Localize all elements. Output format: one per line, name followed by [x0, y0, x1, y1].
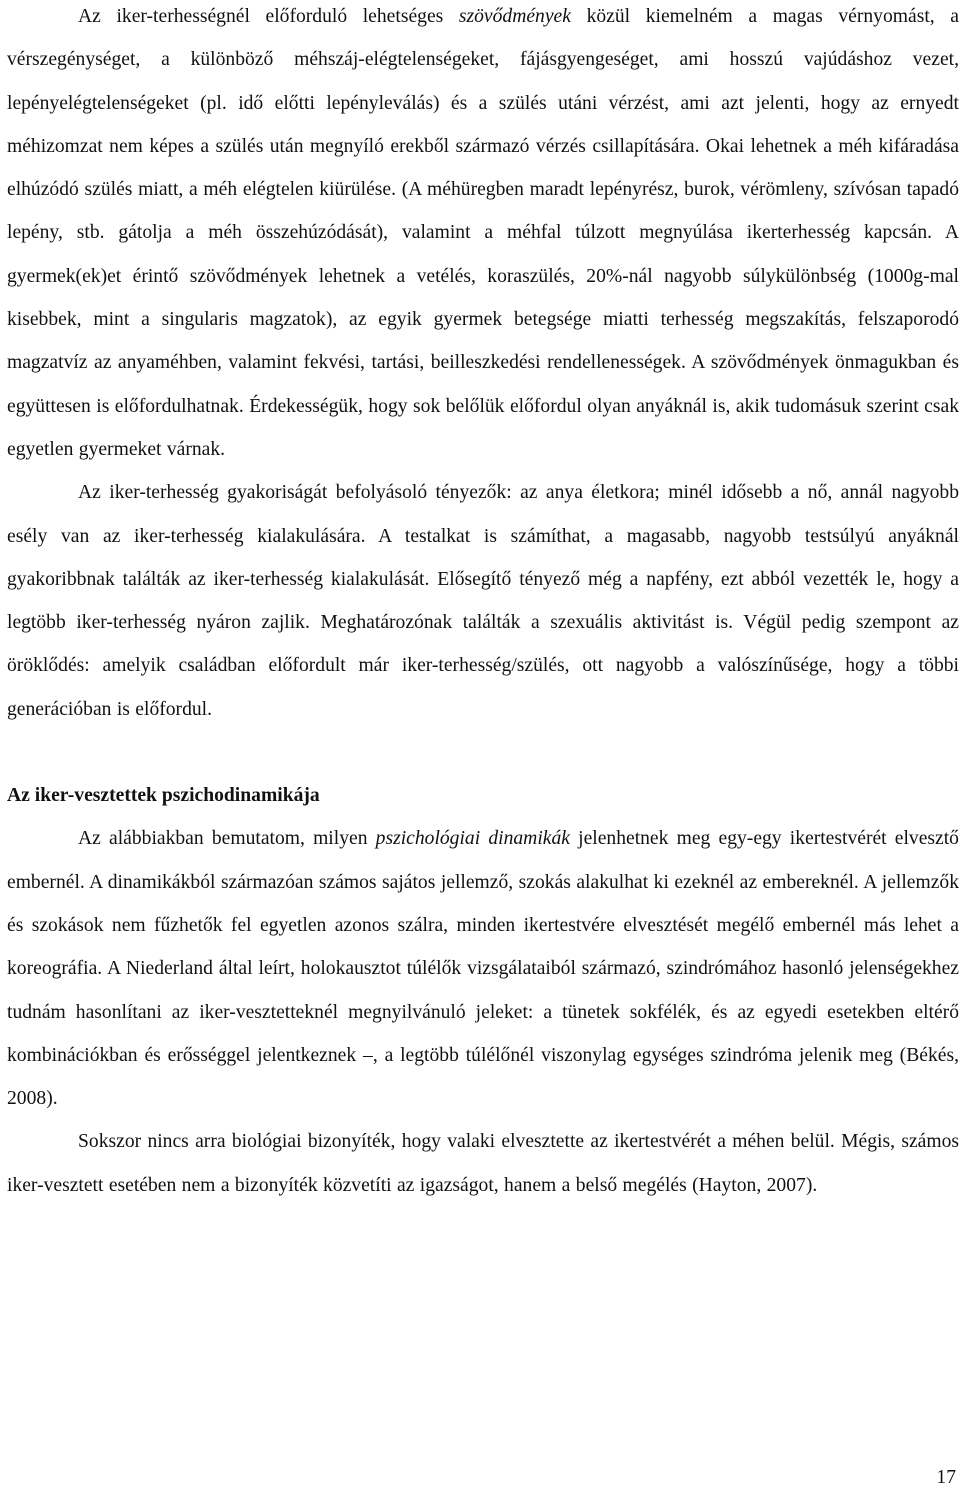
text-run: jelenhetnek meg egy-egy ikertestvérét elvesztő embernél. A dinamikákból származóan számos sajátos jellemző, szokás alakulhat ki ezeknél az embereknél. A jellemzők és szokások nem fűzhetők fel egyetlen azonos szálra, minden ikertestvére elvesztését megélő embernél más lehet a koreográfia. A Niederland által leírt, holokausztot túlélők vizsgálataiból származó, szindrómához hasonló jelenségekhez tudnám hasonlítani az iker-vesztetteknél megnyilvánuló jeleket: a tünetek sokfélék, és az egyedi esetekben eltérő kombinációkban és erősséggel jelentkeznek –, a legtöbb túlélőnél viszonylag egységes szindróma jelenik meg (Békés, 2008). — [7, 828, 959, 1110]
text-run: Az alábbiakban bemutatom, milyen — [78, 828, 376, 850]
text-run: Az iker-terhességnél előforduló lehetséges — [78, 6, 459, 27]
emphasis-complications: szövődmények — [458, 6, 571, 27]
paragraph-biological-evidence: Sokszor nincs arra biológiai bizonyíték, hogy valaki elvesztette az ikertestvérét a méhen belül. Mégis, számos iker-vesztett esetében nem a bizonyíték közvetíti az igazságot, hanem a belső megélés (Hayton, 2007). — [7, 1131, 959, 1196]
paragraph-psychological-dynamics — [7, 817, 959, 1120]
emphasis-psychological-dynamics: pszichológiai dinamikák — [375, 828, 570, 850]
document-page — [7, 0, 959, 1207]
page-number: 17 — [936, 1467, 956, 1488]
paragraph-frequency-factors: Az iker-terhesség gyakoriságát befolyásoló tényezők: az anya életkora; minél idősebb a nő, annál nagyobb esély van az iker-terhesség kialakulására. A testalkat is számíthat, a magasabb, nagyobb testsúlyú anyáknál gyakoribbnak találták az iker-terhesség kialakulását. Elősegítő tényező még a napfény, ezt abból vezették le, hogy a legtöbb iker-terhesség nyáron zajlik. Meghatározónak találták a szexuális aktivitást is. Végül pedig szempont az öröklődés: amelyik családban előfordult már iker-terhesség/szülés, ott nagyobb a valószínűsége, hogy a többi generációban is előfordul. — [7, 482, 959, 720]
section-heading: Az iker-vesztettek pszichodinamikája — [7, 785, 320, 807]
section-psychodynamics — [7, 774, 959, 1207]
text-run: közül kiemelném a magas vérnyomást, a vérszegénységet, a különböző méhszáj-elégtelenségeket, fájásgyengeséget, ami hosszú vajúdáshoz vezet, lepényelégtelenségeket (pl. idő előtti lepényleválás) és a szülés utáni vérzést, ami azt jelenti, hogy az ernyedt méhizomzat nem képes a szülés után megnyíló erekből származó vérzés csillapítására. Okai lehetnek a méh kifáradása elhúzódó szülés miatt, a méh elégtelen kiürülése. (A méhüregben maradt lepényrész, burok, vérömleny, szívósan tapadó lepény, stb. gátolja a méh összehúzódását), valamint a méhfal túlzott megnyúlása ikerterhesség kapcsán. A gyermek(ek)et érintő szövődmények lehetnek a vetélés, koraszülés, 20%-nál nagyobb súlykülönbség (1000g-mal kisebbek, mint a singularis magzatok), az egyik gyermek betegsége miatti terhesség megszakítás, felszaporodó magzatvíz az anyaméhben, valamint fekvési, tartási, beilleszkedési rendellenességek. A szövődmények önmagukban és együttesen is előfordulhatnak. Érdekességük, hogy sok belőlük előfordul olyan anyáknál is, akik tudomásuk szerint csak egyetlen gyermeket várnak. — [7, 6, 959, 460]
paragraph-complications — [7, 0, 959, 471]
